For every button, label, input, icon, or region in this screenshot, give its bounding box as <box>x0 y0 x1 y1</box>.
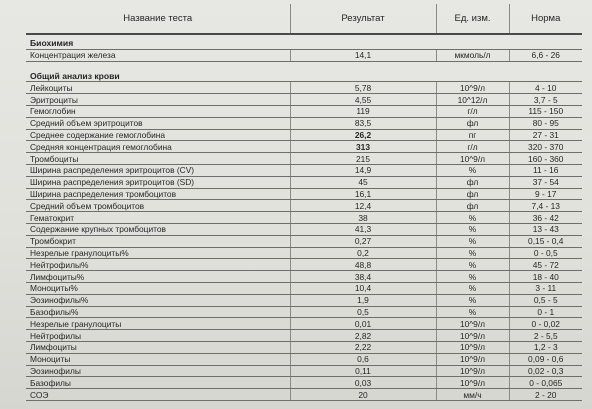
unit-cell: г/л <box>436 141 509 153</box>
test-name-cell: Лимфоциты <box>26 341 290 353</box>
section-header-row <box>26 68 582 82</box>
norm-cell: 0 - 0,02 <box>509 318 582 330</box>
norm-cell: 0 - 0,065 <box>509 377 582 389</box>
unit-cell: фл <box>436 117 509 129</box>
norm-cell: 0 - 1 <box>509 306 582 318</box>
unit-cell: фл <box>436 200 509 212</box>
unit-cell: г/л <box>436 105 509 117</box>
test-name-cell: Ширина распределения эритроцитов (CV) <box>26 164 290 176</box>
norm-cell: 3,7 - 5 <box>509 94 582 106</box>
result-cell: 14,1 <box>290 49 436 61</box>
table-row <box>26 389 582 401</box>
result-cell: 0,6 <box>290 353 436 365</box>
test-name-cell: Тромбокрит <box>26 235 290 247</box>
norm-cell: 0,15 - 0,4 <box>509 235 582 247</box>
result-cell: 2,22 <box>290 341 436 353</box>
unit-cell: 10^9/л <box>436 377 509 389</box>
unit-cell: пг <box>436 129 509 141</box>
test-name-cell: Гематокрит <box>26 212 290 224</box>
header-unit: Ед. изм. <box>436 4 509 34</box>
result-cell: 0,27 <box>290 235 436 247</box>
table-row <box>26 247 582 259</box>
table-row <box>26 129 582 141</box>
unit-cell: 10^9/л <box>436 353 509 365</box>
table-row <box>26 212 582 224</box>
result-cell: 45 <box>290 176 436 188</box>
result-cell: 0,5 <box>290 306 436 318</box>
test-name-cell: СОЭ <box>26 389 290 401</box>
table-row <box>26 377 582 389</box>
unit-cell: 10^9/л <box>436 330 509 342</box>
norm-cell: 320 - 370 <box>509 141 582 153</box>
table-row <box>26 294 582 306</box>
norm-cell: 27 - 31 <box>509 129 582 141</box>
table-row <box>26 259 582 271</box>
unit-cell: 10^9/л <box>436 341 509 353</box>
test-name-cell: Моноциты% <box>26 282 290 294</box>
norm-cell: 18 - 40 <box>509 271 582 283</box>
result-cell: 1,9 <box>290 294 436 306</box>
table-row <box>26 188 582 200</box>
unit-cell: % <box>436 282 509 294</box>
unit-cell: % <box>436 294 509 306</box>
norm-cell: 36 - 42 <box>509 212 582 224</box>
unit-cell: фл <box>436 188 509 200</box>
result-cell: 41,3 <box>290 223 436 235</box>
test-name-cell: Базофилы <box>26 377 290 389</box>
norm-cell: 13 - 43 <box>509 223 582 235</box>
result-cell: 10,4 <box>290 282 436 294</box>
table-row <box>26 330 582 342</box>
norm-cell: 2 - 5,5 <box>509 330 582 342</box>
test-name-cell: Ширина распределения эритроцитов (SD) <box>26 176 290 188</box>
test-name-cell: Средняя концентрация гемоглобина <box>26 141 290 153</box>
result-cell: 2,82 <box>290 330 436 342</box>
norm-cell: 6,6 - 26 <box>509 49 582 61</box>
norm-cell: 115 - 150 <box>509 105 582 117</box>
unit-cell: % <box>436 164 509 176</box>
section-title: Общий анализ крови <box>26 68 582 82</box>
lab-results-table <box>26 4 582 401</box>
table-header-row <box>26 4 582 34</box>
norm-cell: 0,5 - 5 <box>509 294 582 306</box>
header-norm: Норма <box>509 4 582 34</box>
unit-cell: мм/ч <box>436 389 509 401</box>
table-row <box>26 105 582 117</box>
unit-cell: фл <box>436 176 509 188</box>
section-header-row <box>26 34 582 49</box>
result-cell: 38 <box>290 212 436 224</box>
table-row <box>26 318 582 330</box>
norm-cell: 4 - 10 <box>509 82 582 94</box>
result-cell: 4,55 <box>290 94 436 106</box>
test-name-cell: Ширина распределения тромбоцитов <box>26 188 290 200</box>
norm-cell: 11 - 16 <box>509 164 582 176</box>
unit-cell: % <box>436 259 509 271</box>
test-name-cell: Гемоглобин <box>26 105 290 117</box>
norm-cell: 0,02 - 0,3 <box>509 365 582 377</box>
test-name-cell: Эритроциты <box>26 94 290 106</box>
test-name-cell: Нейтрофилы <box>26 330 290 342</box>
result-cell: 83,5 <box>290 117 436 129</box>
norm-cell: 160 - 360 <box>509 153 582 165</box>
result-cell: 16,1 <box>290 188 436 200</box>
table-row <box>26 141 582 153</box>
unit-cell: 10^9/л <box>436 153 509 165</box>
header-test-name: Название теста <box>26 4 290 34</box>
table-row <box>26 94 582 106</box>
table-row <box>26 82 582 94</box>
norm-cell: 7,4 - 13 <box>509 200 582 212</box>
table-row <box>26 341 582 353</box>
norm-cell: 45 - 72 <box>509 259 582 271</box>
result-cell: 0,2 <box>290 247 436 259</box>
unit-cell: % <box>436 235 509 247</box>
result-cell: 215 <box>290 153 436 165</box>
result-cell: 20 <box>290 389 436 401</box>
table-row <box>26 176 582 188</box>
unit-cell: мкмоль/л <box>436 49 509 61</box>
norm-cell: 3 - 11 <box>509 282 582 294</box>
norm-cell: 9 - 17 <box>509 188 582 200</box>
section-title: Биохимия <box>26 34 582 49</box>
test-name-cell: Лейкоциты <box>26 82 290 94</box>
table-row <box>26 49 582 61</box>
result-cell: 119 <box>290 105 436 117</box>
result-cell: 26,2 <box>290 129 436 141</box>
table-row <box>26 223 582 235</box>
test-name-cell: Эозинофилы% <box>26 294 290 306</box>
test-name-cell: Среднее содержание гемоглобина <box>26 129 290 141</box>
unit-cell: 10^12/л <box>436 94 509 106</box>
unit-cell: % <box>436 212 509 224</box>
test-name-cell: Незрелые гранулоциты <box>26 318 290 330</box>
table-row <box>26 353 582 365</box>
result-cell: 14,9 <box>290 164 436 176</box>
result-cell: 0,03 <box>290 377 436 389</box>
result-cell: 12,4 <box>290 200 436 212</box>
test-name-cell: Базофилы% <box>26 306 290 318</box>
norm-cell: 2 - 20 <box>509 389 582 401</box>
test-name-cell: Содержание крупных тромбоцитов <box>26 223 290 235</box>
result-cell: 48,8 <box>290 259 436 271</box>
result-cell: 0,01 <box>290 318 436 330</box>
table-row <box>26 271 582 283</box>
test-name-cell: Моноциты <box>26 353 290 365</box>
table-row <box>26 200 582 212</box>
table-row <box>26 282 582 294</box>
table-row <box>26 306 582 318</box>
result-cell: 38,4 <box>290 271 436 283</box>
table-row <box>26 153 582 165</box>
norm-cell: 80 - 95 <box>509 117 582 129</box>
test-name-cell: Эозинофилы <box>26 365 290 377</box>
norm-cell: 0,09 - 0,6 <box>509 353 582 365</box>
result-cell: 5,78 <box>290 82 436 94</box>
table-body <box>26 34 582 400</box>
table-row <box>26 164 582 176</box>
unit-cell: % <box>436 223 509 235</box>
table-row <box>26 365 582 377</box>
table-row <box>26 117 582 129</box>
unit-cell: 10^9/л <box>436 365 509 377</box>
unit-cell: % <box>436 247 509 259</box>
unit-cell: 10^9/л <box>436 318 509 330</box>
test-name-cell: Лимфоциты% <box>26 271 290 283</box>
unit-cell: % <box>436 306 509 318</box>
norm-cell: 37 - 54 <box>509 176 582 188</box>
test-name-cell: Нейтрофилы% <box>26 259 290 271</box>
unit-cell: 10^9/л <box>436 82 509 94</box>
test-name-cell: Концентрация железа <box>26 49 290 61</box>
test-name-cell: Тромбоциты <box>26 153 290 165</box>
test-name-cell: Незрелые гранулоциты% <box>26 247 290 259</box>
table-row <box>26 235 582 247</box>
test-name-cell: Средний объем тромбоцитов <box>26 200 290 212</box>
unit-cell: % <box>436 271 509 283</box>
norm-cell: 1,2 - 3 <box>509 341 582 353</box>
result-cell: 313 <box>290 141 436 153</box>
header-result: Результат <box>290 4 436 34</box>
test-name-cell: Средний объем эритроцитов <box>26 117 290 129</box>
result-cell: 0,11 <box>290 365 436 377</box>
norm-cell: 0 - 0,5 <box>509 247 582 259</box>
